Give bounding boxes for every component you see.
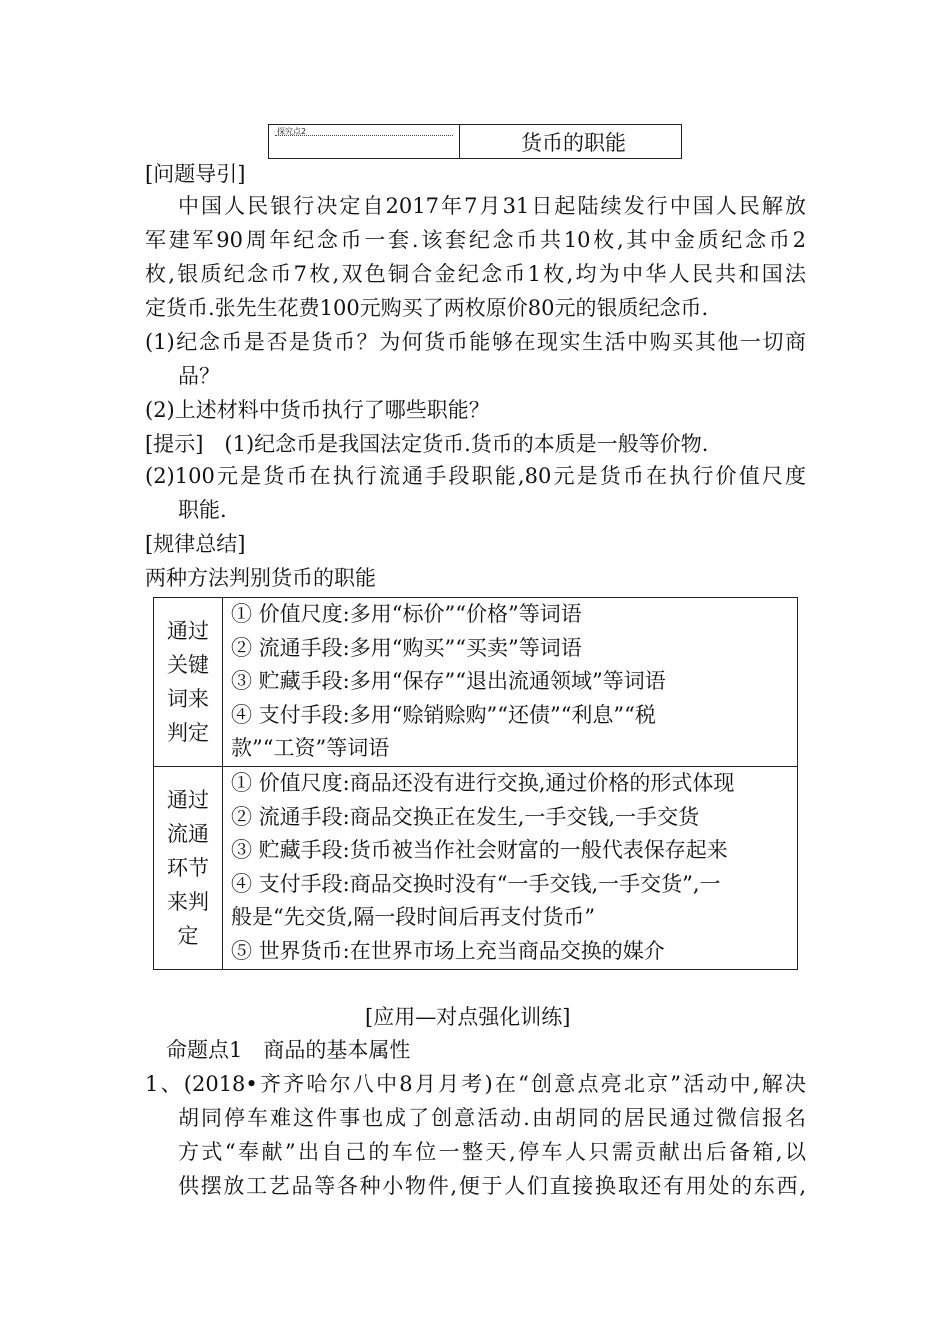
- exercise-line-2: 胡同停车难这件事也成了创意活动.由胡同的居民通过微信报名: [178, 1106, 806, 1130]
- section-tag-label: 探究点2: [277, 127, 307, 136]
- row-content-cell: [223, 598, 798, 767]
- table-line: ① 价值尺度:商品还没有进行交换,通过价格的形式体现: [231, 771, 735, 795]
- question-1-line-2: 品？: [178, 364, 220, 388]
- section-header-tag-cell: [269, 125, 460, 158]
- hint-2-line-2: 职能.: [178, 498, 227, 522]
- table-line: ① 价值尺度:多用“标价”“价格”等词语: [231, 602, 582, 626]
- row-content-cell: [223, 767, 798, 970]
- paragraph-line-4: 定货币.张先生花费100元购买了两枚原价80元的银质纪念币.: [145, 296, 709, 320]
- table-line: ③ 贮藏手段:货币被当作社会财富的一般代表保存起来: [231, 838, 728, 862]
- row-label-cell: [154, 767, 223, 970]
- table-line: ⑤ 世界货币:在世界市场上充当商品交换的媒介: [231, 938, 665, 963]
- table-line: ② 流通手段:商品交换正在发生,一手交钱,一手交货: [231, 804, 700, 829]
- exercise-line-4: 供摆放工艺品等各种小物件,便于人们直接换取还有用处的东西,: [178, 1174, 806, 1198]
- table-line: ② 流通手段:多用“购买”“买卖”等词语: [231, 635, 582, 660]
- money-function-table: [153, 597, 798, 970]
- question-1-line-1: (1)纪念币是否是货币？为何货币能够在现实生活中购买其他一切商: [145, 330, 806, 354]
- table-line: ③ 贮藏手段:多用“保存”“退出流通领域”等词语: [231, 669, 666, 693]
- section-header-box: [268, 124, 682, 159]
- row-label: 通过流通环节来判定: [167, 788, 209, 948]
- dotted-divider: [275, 135, 453, 136]
- table-row: [154, 598, 798, 767]
- paragraph-line-2: 军建军90周年纪念币一套.该套纪念币共10枚,其中金质纪念币2: [145, 228, 806, 252]
- question-2: (2)上述材料中货币执行了哪些职能？: [145, 398, 490, 422]
- summary-title: 两种方法判别货币的职能: [145, 566, 376, 590]
- exercise-line-3: 方式“奉献”出自己的车位一整天,停车人只需贡献出后备箱,以: [178, 1140, 806, 1164]
- application-heading: [应用—对点强化训练]: [365, 1005, 571, 1029]
- section-title: 货币的职能: [521, 130, 626, 155]
- table-line: 般是“先交货,隔一段时间后再支付货币”: [231, 905, 596, 929]
- hint-2-line-1: (2)100元是货币在执行流通手段职能,80元是货币在执行价值尺度: [145, 464, 806, 488]
- proposition-heading: 命题点1 商品的基本属性: [166, 1038, 411, 1062]
- paragraph-line-1: 中国人民银行决定自2017年7月31日起陆续发行中国人民解放: [178, 194, 806, 218]
- guide-heading: [问题导引]: [145, 162, 246, 186]
- table-line: ④ 支付手段:商品交换时没有“一手交钱,一手交货”,一: [231, 871, 721, 896]
- summary-heading: [规律总结]: [145, 532, 246, 556]
- row-label: 通过关键词来判定: [167, 619, 209, 745]
- paragraph-line-3: 枚,银质纪念币7枚,双色铜合金纪念币1枚,均为中华人民共和国法: [145, 262, 806, 286]
- exercise-line-1: 1、(2018•齐齐哈尔八中8月月考)在“创意点亮北京”活动中,解决: [145, 1072, 806, 1096]
- table-line: 款”“工资”等词语: [231, 736, 390, 760]
- hint-1: [提示] (1)纪念币是我国法定货币.货币的本质是一般等价物.: [145, 432, 709, 456]
- table-row: [154, 767, 798, 970]
- table-line: ④ 支付手段:多用“赊销赊购”“还债”“利息”“税: [231, 702, 656, 727]
- row-label-cell: [154, 598, 223, 767]
